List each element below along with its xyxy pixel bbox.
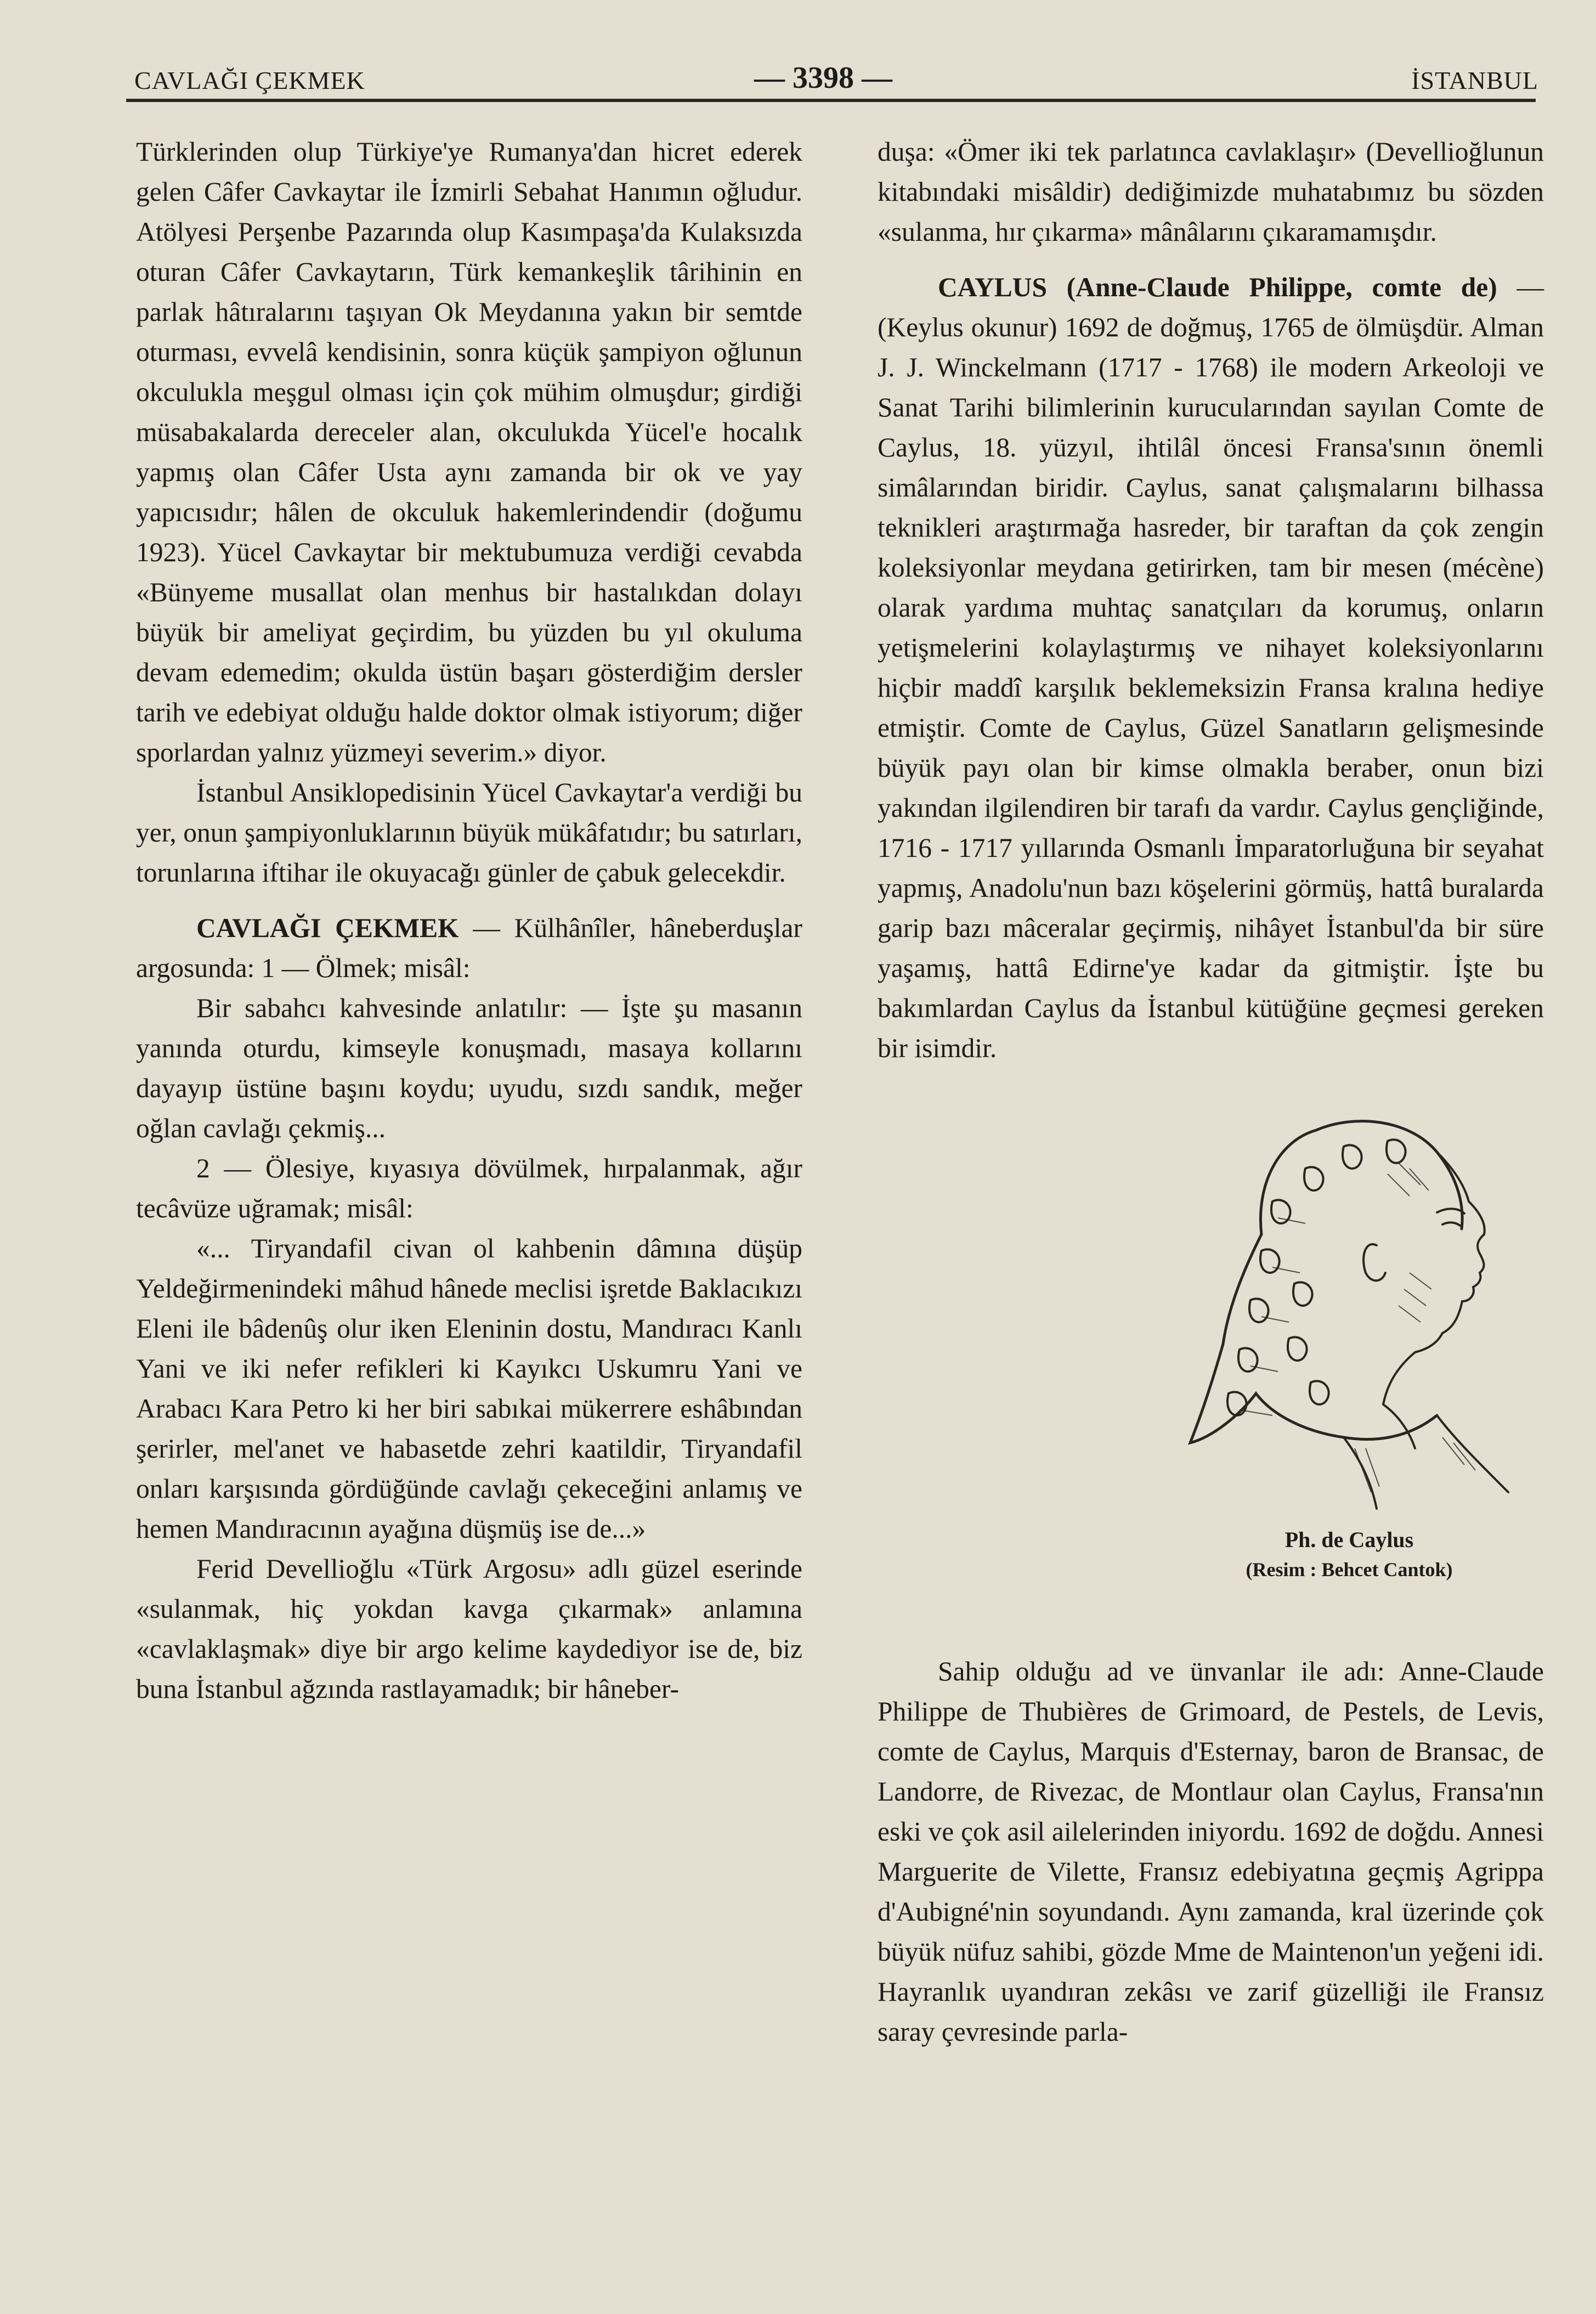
right-column <box>878 132 1544 1068</box>
entry-heading: CAYLUS (Anne-Claude Philippe, comte de) <box>938 272 1497 302</box>
paragraph: 2 — Ölesiye, kıyasıya dövülmek, hırpalanmak, ağır tecâvüze uğramak; misâl: <box>136 1153 802 1223</box>
entry-body: — (Keylus okunur) 1692 de doğmuş, 1765 de ölmüşdür. Alman J. J. Winckelmann (1717 - 1768) ile modern Arkeoloji ve Sanat Tarihi bilimlerinin kurucularından sayılan Comte de Caylus, 18. yüzyıl, ihtilâl öncesi Fransa'sının önemli simâlarından biridir. Caylus, sanat çalışmalarını bilhassa teknikleri araştırmağa hasreder, bir taraftan da çok zengin koleksiyonlar meydana getirirken, tam bir mesen (mécène) olarak yardıma muhtaç sanatçıları da korumuş, onların yetişmelerini kolaylaştırmış ve nihayet koleksiyonlarını hiçbir maddî karşılık beklemeksizin Fransa kralına hediye etmiştir. Comte de Caylus, Güzel Sanatların gelişmesinde büyük payı olan bir kimse olmakla beraber, onun bizi yakından ilgilendiren bir tarafı da vardır. Caylus gençliğinde, 1716 - 1717 yıllarında Osmanlı İmparatorluğuna bir seyahat yapmış, Anadolu'nun bazı köşelerini görmüş, hattâ buralarda garip bazı mâceralar geçirmiş, nihâyet İstanbul'da bir süre yaşamış, hattâ Edirne'ye kadar da gitmiştir. İşte bu bakımlardan Caylus da İstanbul kütüğüne geçmesi gereken bir isimdir. <box>878 272 1544 1063</box>
paragraph: Türklerinden olup Türkiye'ye Rumanya'dan hicret ederek gelen Câfer Cavkaytar ile İzmirli Sebahat Hanımın oğludur. Atölyesi Perşenbe Pazarında olup Kasımpaşa'da Kulaksızda oturan Câfer Cavkaytarın, Türk kemankeşlik târihinin en parlak hâtıralarını taşıyan Ok Meydanına yakın bir semtde oturması, evvelâ kendisinin, sonra küçük şampiyon oğlunun okculukla meşgul olması için çok mühim olmuşdur; girdiği müsabakalarda dereceler alan, okculukda Yücel'e hocalık yapmış olan Câfer Usta aynı zamanda bir ok ve yay yapıcısıdır; hâlen de okculuk hakemlerindendir (doğumu 1923). Yücel Cavkaytar bir mektubumuza verdiği cevabda «Bünyeme musallat olan menhus bir hastalıkdan dolayı büyük bir ameliyat geçirdim, bu yüzden bu yıl okuluma devam edemedim; okulda üstün başarı gösterdiğim dersler tarih ve edebiyat olduğu halde doktor olmak istiyorum; diğer sporlardan yalnız yüzmeyi severim.» diyor. <box>136 137 802 767</box>
paragraph: Ferid Devellioğlu «Türk Argosu» adlı güzel eserinde «sulanmak, hiç yokdan kavga çıkarmak» anlamına «cavlaklaşmak» diye bir argo kelime kaydediyor ise de, biz buna İstanbul ağzında rastlayamadık; bir hâneber- <box>136 1554 802 1704</box>
entry-caylus <box>878 267 1544 1068</box>
right-column-continued <box>878 1245 1544 2052</box>
page-number: — 3398 — <box>754 61 892 95</box>
paragraph: «... Tiryandafil civan ol kahbenin dâmına düşüp Yeldeğirmenindeki mâhud hânede meclisi işretde Baklacıkızı Eleni ile bâdenûş olur iken Eleninin dostu, Mandıracı Kanlı Yani ve iki nefer refikleri ki Kayıkcı Uskumru Yani ve Arabacı Kara Petro ki her biri sabıkai mükerrere eshâbından şerirler, mel'anet ve habasetde zehri kaatildir, Tiryandafil onları karşısında gördüğünde cavlağı çekeceğini anlamış ve hemen Mandıracının ayağına düşmüş ise de...» <box>136 1233 802 1544</box>
paragraph: Bir sabahcı kahvesinde anlatılır: — İşte şu masanın yanında oturdu, kimseyle konuşmadı, masaya kollarını dayayıp üstüne başını koydu; uyudu, sızdı sandık, meğer oğlan cavlağı çekmiş... <box>136 993 802 1143</box>
header-right-title: İSTANBUL <box>1411 66 1538 94</box>
paragraph: İstanbul Ansiklopedisinin Yücel Cavkaytar'a verdiği bu yer, onun şampiyonluklarının büyük mükâfatıdır; bu satırları, torunlarına iftihar ile okuyacağı günler de çabuk gelecekdir. <box>136 777 802 888</box>
header-left-entry: CAVLAĞI ÇEKMEK <box>134 66 365 94</box>
entry-cavlagi-cekmek <box>136 908 802 988</box>
caption-credit: (Resim : Behcet Cantok) <box>1246 1559 1453 1581</box>
left-column <box>136 132 802 1709</box>
paragraph: duşa: «Ömer iki tek parlatınca cavlaklaşır» (Devellioğlunun kitabındaki misâldir) dediğimizde muhatabımız bu sözden «sulanma, hır çıkarma» mânâlarını çıkaramamışdır. <box>878 137 1544 247</box>
header-rule <box>126 99 1536 102</box>
entry-heading: CAVLAĞI ÇEKMEK <box>196 913 459 943</box>
paragraph: Sahip olduğu ad ve ünvanlar ile adı: Anne-Claude Philippe de Thubières de Grimoard, de Pestels, de Levis, comte de Caylus, Marquis d'Esternay, baron de Bransac, de Landorre, de Rivezac, de Montlaur olan Caylus, Fransa'nın eski ve çok asil ailelerinden iniyordu. 1692 de doğdu. Annesi Marguerite de Vilette, Fransız edebiyatına geçmiş Agrippa d'Aubigné'nin soyundandı. Aynı zamanda, kral üzerinde çok büyük nüfuz sahibi, gözde Mme de Maintenon'un yeğeni idi. Hayranlık uyandıran zekâsı ve zarif güzelliği ile Fransız saray çevresinde parla- <box>878 1656 1544 2047</box>
running-head <box>134 60 1538 104</box>
caption-title: Ph. de Caylus <box>1284 1527 1414 1552</box>
entry-definition: — Külhânîler, hâneberduşlar argosunda: 1 — Ölmek; misâl: <box>136 913 802 983</box>
